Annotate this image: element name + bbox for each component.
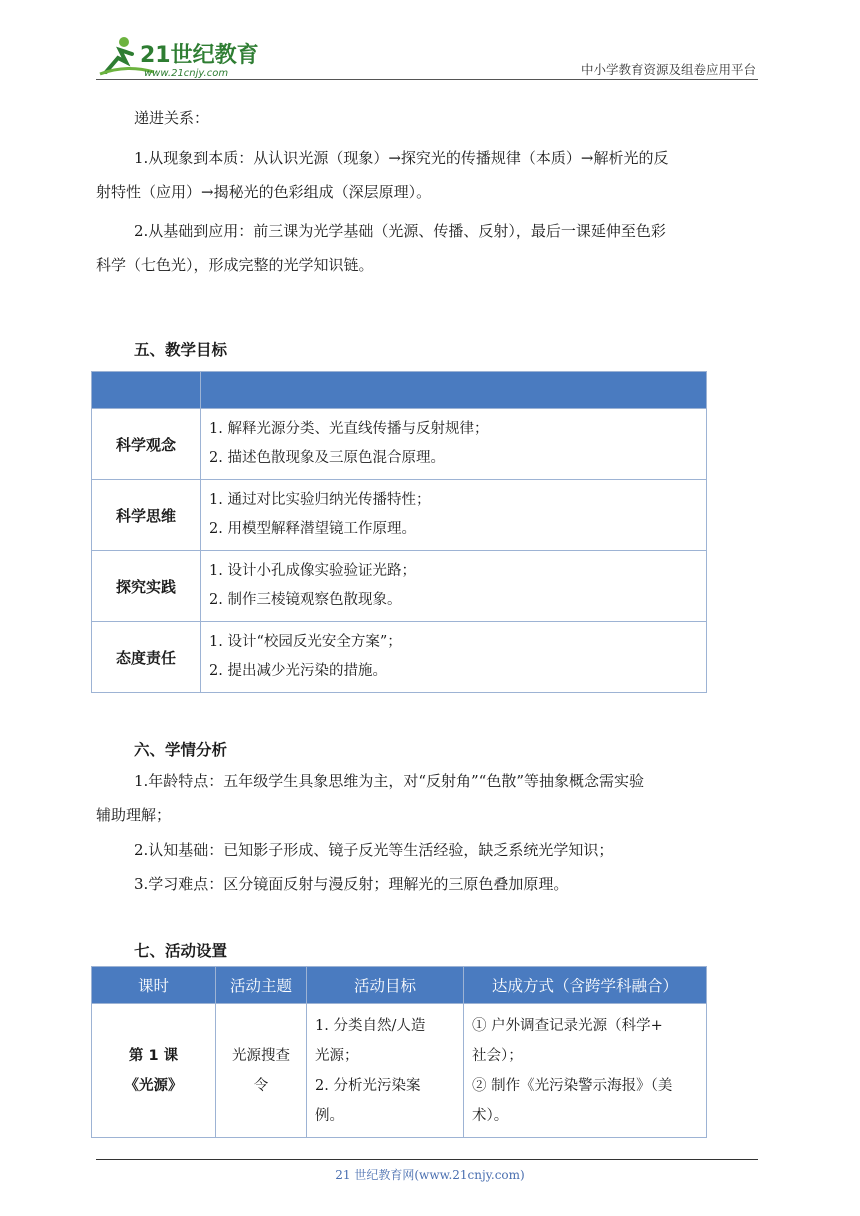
table-row (92, 409, 707, 480)
goals-heading: 五、教学目标 (134, 341, 228, 359)
goal-category: 科学观念 (92, 409, 201, 480)
analysis-p1a: 1.年龄特点：五年级学生具象思维为主，对“反射角”“色散”等抽象概念需实验 (134, 772, 644, 790)
column-header: 活动主题 (216, 967, 307, 1004)
footer-link[interactable]: 21 世纪教育网(www.21cnjy.com) (335, 1168, 525, 1182)
progression-title: 递进关系： (134, 109, 210, 127)
activity-method: 社会）； (472, 1047, 523, 1064)
site-logo (96, 34, 266, 80)
column-header: 课时 (92, 967, 216, 1004)
progression-item-2b: 科学（七色光），形成完整的光学知识链。 (96, 256, 374, 274)
table-row (92, 480, 707, 551)
activities-heading: 七、活动设置 (134, 942, 228, 960)
progression-item-2a: 2.从基础到应用：前三课为光学基础（光源、传播、反射），最后一课延伸至色彩 (134, 222, 666, 240)
goal-item: 2. 描述色散现象及三原色混合原理。 (209, 450, 445, 466)
goals-table-header (92, 372, 707, 409)
column-header: 达成方式（含跨学科融合） (464, 967, 707, 1004)
goal-category: 探究实践 (92, 551, 201, 622)
svg-text:21世纪教育: 21世纪教育 (140, 43, 259, 68)
goal-item: 1. 通过对比实验归纳光传播特性； (209, 492, 431, 508)
goal-category: 态度责任 (92, 622, 201, 693)
goal-item: 1. 设计“校园反光安全方案”； (209, 634, 402, 650)
activity-goal: 2. 分析光污染案 (315, 1077, 421, 1094)
platform-name: 中小学教育资源及组卷应用平台 (580, 62, 756, 77)
goal-category: 科学思维 (92, 480, 201, 551)
activity-method: ② 制作《光污染警示海报》（美 (472, 1077, 673, 1094)
goal-item: 2. 制作三棱镜观察色散现象。 (209, 592, 402, 608)
activity-goal: 例。 (315, 1107, 344, 1124)
table-row (92, 622, 707, 693)
goal-item: 1. 解释光源分类、光直线传播与反射规律； (209, 421, 489, 437)
svg-text:www.21cnjy.com: www.21cnjy.com (144, 68, 229, 79)
activities-table-header (92, 967, 707, 1004)
column-header: 活动目标 (307, 967, 464, 1004)
lesson-number: 第 1 课 (128, 1047, 179, 1064)
analysis-heading: 六、学情分析 (134, 741, 228, 759)
activity-method: ① 户外调查记录光源（科学+ (472, 1017, 663, 1034)
goals-table (91, 371, 707, 693)
goal-item: 1. 设计小孔成像实验验证光路； (209, 563, 416, 579)
lesson-title: 《光源》 (124, 1077, 183, 1094)
footer-divider (96, 1159, 758, 1160)
activity-theme: 令 (253, 1077, 269, 1094)
activity-goal: 1. 分类自然/人造 (315, 1017, 426, 1034)
progression-item-1a: 1.从现象到本质：从认识光源（现象）→探究光的传播规律（本质）→解析光的反 (134, 149, 669, 167)
analysis-p1b: 辅助理解； (96, 806, 172, 824)
activity-theme: 光源搜查 (232, 1047, 290, 1064)
goal-item: 2. 提出减少光污染的措施。 (209, 663, 387, 679)
analysis-p2: 2.认知基础：已知影子形成、镜子反光等生活经验，缺乏系统光学知识； (134, 841, 614, 859)
table-row (92, 1004, 707, 1138)
table-row (92, 551, 707, 622)
header-divider (96, 79, 758, 80)
progression-item-1b: 射特性（应用）→揭秘光的色彩组成（深层原理）。 (96, 183, 432, 201)
goal-item: 2. 用模型解释潜望镜工作原理。 (209, 521, 416, 537)
activity-method: 术）。 (472, 1107, 509, 1124)
activity-goal: 光源； (315, 1047, 359, 1064)
activities-table (91, 966, 707, 1138)
analysis-p3: 3.学习难点：区分镜面反射与漫反射；理解光的三原色叠加原理。 (134, 875, 569, 893)
